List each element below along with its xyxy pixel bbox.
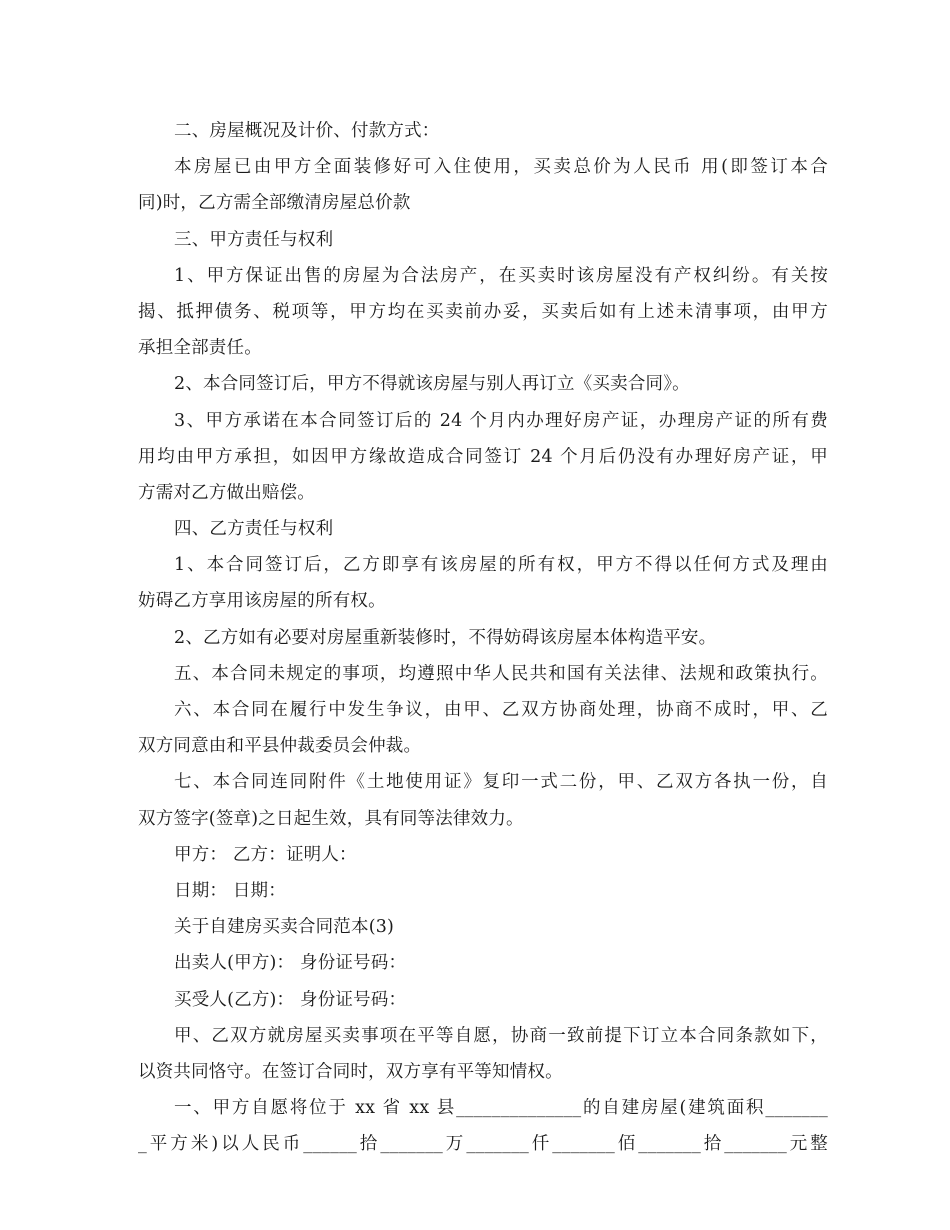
text-line: 方需对乙方做出赔偿。 [138, 482, 315, 503]
text-line: 三、甲方责任与权利 [174, 229, 334, 250]
text-line: 一、甲方自愿将位于 xx 省 xx 县______________的自建房屋(建筑面积_______ [174, 1098, 828, 1119]
document-page [138, 113, 828, 1162]
text-line: 七、本合同连同附件《土地使用证》复印一式二份，甲、乙双方各执一份，自 [174, 772, 828, 793]
text-line: 妨碍乙方享用该房屋的所有权。 [138, 591, 386, 612]
text-line: 2、本合同签订后，甲方不得就该房屋与别人再订立《买卖合同》。 [174, 374, 690, 395]
text-line: 日期： 日期： [174, 880, 286, 901]
text-line: 关于自建房买卖合同范本(3) [174, 917, 395, 938]
text-line: 2、乙方如有必要对房屋重新装修时，不得妨碍该房屋本体构造平安。 [174, 627, 717, 648]
text-line: 以资共同恪守。在签订合同时，双方享有平等知情权。 [138, 1061, 563, 1082]
text-line: 双方签字(签章)之日起生效，具有同等法律效力。 [138, 808, 524, 829]
text-line: 四、乙方责任与权利 [174, 519, 334, 540]
text-line: 双方同意由和平县仲裁委员会仲裁。 [138, 736, 422, 757]
text-line: 承担全部责任。 [138, 338, 262, 359]
text-line: 买受人(乙方)： 身份证号码： [174, 989, 407, 1010]
text-line: 揭、抵押债务、税项等，甲方均在买卖前办妥，买卖后如有上述未清事项，由甲方 [138, 301, 828, 322]
text-line: 用均由甲方承担，如因甲方缘故造成合同签订 24 个月后仍没有办理好房产证，甲 [138, 446, 828, 467]
text-line: 二、房屋概况及计价、付款方式： [174, 121, 440, 141]
text-line: 1、本合同签订后，乙方即享有该房屋的所有权，甲方不得以任何方式及理由 [174, 555, 828, 576]
text-line: 甲方： 乙方：证明人： [174, 844, 357, 865]
text-line: 六、本合同在履行中发生争议，由甲、乙双方协商处理，协商不成时，甲、乙 [174, 700, 828, 720]
text-line: 本房屋已由甲方全面装修好可入住使用，买卖总价为人民币 用(即签订本合 [174, 157, 828, 178]
text-line: 五、本合同未规定的事项，均遵照中华人民共和国有关法律、法规和政策执行。 [174, 663, 828, 684]
text-line: 甲、乙双方就房屋买卖事项在平等自愿，协商一致前提下订立本合同条款如下， [174, 1025, 828, 1046]
text-line: 出卖人(甲方)： 身份证号码： [174, 953, 407, 974]
text-line: 同)时，乙方需全部缴清房屋总价款 [138, 193, 411, 214]
text-line: _平方米)以人民币______拾_______万_______仟_______佰_______拾_______元整 [138, 1134, 828, 1155]
text-line: 3、甲方承诺在本合同签订后的 24 个月内办理好房产证，办理房产证的所有费 [174, 410, 828, 431]
text-line: 1、甲方保证出售的房屋为合法房产，在买卖时该房屋没有产权纠纷。有关按 [174, 265, 828, 286]
